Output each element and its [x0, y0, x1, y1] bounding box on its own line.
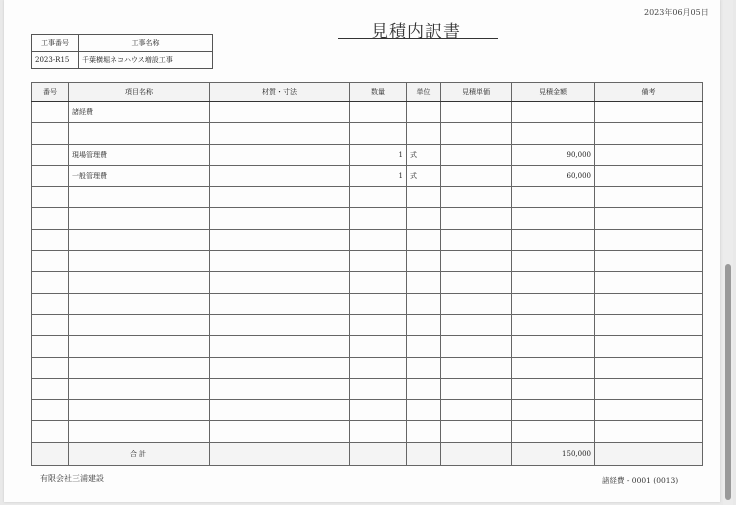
col-unit-price-cell [441, 357, 512, 378]
col-material-cell [210, 293, 350, 314]
table-row [32, 314, 703, 335]
col-item-name-cell [69, 293, 210, 314]
col-remarks-cell [595, 293, 703, 314]
col-number-cell [32, 357, 69, 378]
col-quantity-cell [350, 378, 407, 399]
col-amount-cell [512, 251, 595, 272]
project-name: 千葉横堀ネコハウス増設工事 [79, 52, 213, 69]
col-number-cell [32, 293, 69, 314]
table-row [32, 187, 703, 208]
col-unit-price-header: 見積単価 [441, 83, 512, 102]
col-number-cell [32, 187, 69, 208]
col-remarks-cell [595, 102, 703, 123]
col-quantity-cell [350, 272, 407, 293]
col-remarks-cell [595, 336, 703, 357]
col-unit-cell [407, 251, 441, 272]
col-unit-price-cell [441, 144, 512, 165]
col-item-name-cell [69, 357, 210, 378]
col-quantity-cell [350, 357, 407, 378]
col-material-cell [210, 102, 350, 123]
col-number-cell [32, 251, 69, 272]
col-material-cell [210, 229, 350, 250]
table-row [32, 251, 703, 272]
project-number-label: 工事番号 [32, 35, 79, 52]
table-row [32, 336, 703, 357]
col-unit-cell [407, 208, 441, 229]
col-item-name-cell: 現場管理費 [69, 144, 210, 165]
col-item-name-cell [69, 314, 210, 335]
col-number-cell [32, 123, 69, 144]
col-remarks-cell [595, 123, 703, 144]
col-unit-price-cell [441, 314, 512, 335]
col-number-cell [32, 208, 69, 229]
col-material-cell [210, 187, 350, 208]
col-material-header: 材質・寸法 [210, 83, 350, 102]
col-remarks-header: 備考 [595, 83, 703, 102]
col-amount-cell: 60,000 [512, 165, 595, 186]
col-item-name-cell [69, 229, 210, 250]
col-material-cell [210, 357, 350, 378]
table-body [32, 102, 703, 466]
company-name: 有限会社三浦建設 [40, 474, 104, 483]
table-row [32, 208, 703, 229]
col-amount-cell [512, 272, 595, 293]
col-unit-cell [407, 187, 441, 208]
col-amount-cell [512, 378, 595, 399]
col-unit-price-cell [441, 208, 512, 229]
col-number-total-cell [32, 442, 69, 465]
col-unit-cell [407, 421, 441, 442]
estimate-breakdown-table [31, 82, 703, 466]
col-unit-price-cell [441, 229, 512, 250]
table-row [32, 102, 703, 123]
col-quantity-header: 数量 [350, 83, 407, 102]
col-remarks-cell [595, 229, 703, 250]
col-unit-price-cell [441, 187, 512, 208]
col-unit-cell [407, 229, 441, 250]
col-quantity-cell [350, 293, 407, 314]
col-unit-total-cell [407, 442, 441, 465]
col-unit-price-cell [441, 102, 512, 123]
table-row [32, 165, 703, 186]
col-number-cell [32, 378, 69, 399]
col-material-cell [210, 165, 350, 186]
col-unit-cell [407, 336, 441, 357]
title-underline [338, 38, 498, 39]
table-row [32, 293, 703, 314]
col-amount-cell [512, 400, 595, 421]
col-quantity-cell [350, 229, 407, 250]
vertical-scrollbar[interactable] [723, 0, 733, 505]
col-unit-price-cell [441, 165, 512, 186]
col-remarks-cell [595, 421, 703, 442]
col-remarks-cell [595, 357, 703, 378]
col-remarks-cell [595, 208, 703, 229]
col-material-cell [210, 421, 350, 442]
col-item-name-cell [69, 123, 210, 144]
col-unit-header: 単位 [407, 83, 441, 102]
col-unit-price-total-cell [441, 442, 512, 465]
col-material-cell [210, 251, 350, 272]
col-material-cell [210, 144, 350, 165]
col-number-cell [32, 314, 69, 335]
col-quantity-cell [350, 336, 407, 357]
col-remarks-cell [595, 400, 703, 421]
col-unit-cell [407, 102, 441, 123]
col-material-cell [210, 400, 350, 421]
col-amount-header: 見積金額 [512, 83, 595, 102]
project-name-label: 工事名称 [79, 35, 213, 52]
col-quantity-cell [350, 187, 407, 208]
col-item-name-cell [69, 421, 210, 442]
col-number-cell [32, 229, 69, 250]
table-row [32, 400, 703, 421]
col-material-cell [210, 314, 350, 335]
col-material-cell [210, 208, 350, 229]
col-material-cell [210, 272, 350, 293]
col-quantity-cell [350, 208, 407, 229]
page-reference: 諸経費 - 0001 (0013) [602, 476, 679, 485]
col-amount-cell [512, 421, 595, 442]
col-unit-cell [407, 357, 441, 378]
col-amount-cell [512, 357, 595, 378]
table-row [32, 144, 703, 165]
project-info-table [31, 34, 213, 69]
col-quantity-cell [350, 102, 407, 123]
table-row [32, 272, 703, 293]
total-label: 合計 [69, 442, 210, 465]
col-material-cell [210, 336, 350, 357]
col-item-name-cell [69, 251, 210, 272]
col-quantity-cell [350, 314, 407, 335]
col-remarks-cell [595, 378, 703, 399]
col-item-name-cell: 一般管理費 [69, 165, 210, 186]
col-item-name-cell [69, 187, 210, 208]
col-unit-price-cell [441, 378, 512, 399]
col-quantity-total-cell [350, 442, 407, 465]
col-unit-cell [407, 378, 441, 399]
col-remarks-cell [595, 251, 703, 272]
col-unit-price-cell [441, 336, 512, 357]
document-date: 2023年06月05日 [644, 8, 709, 17]
col-remarks-cell [595, 272, 703, 293]
col-quantity-cell [350, 421, 407, 442]
col-unit-cell [407, 400, 441, 421]
col-material-cell [210, 378, 350, 399]
col-remarks-cell [595, 144, 703, 165]
col-unit-cell: 式 [407, 144, 441, 165]
col-item-name-cell [69, 208, 210, 229]
col-number-cell [32, 421, 69, 442]
col-material-total-cell [210, 442, 350, 465]
col-unit-price-cell [441, 123, 512, 144]
col-quantity-cell: 1 [350, 144, 407, 165]
table-row [32, 229, 703, 250]
col-number-cell [32, 336, 69, 357]
col-amount-cell [512, 314, 595, 335]
col-amount-cell: 90,000 [512, 144, 595, 165]
col-number-cell [32, 400, 69, 421]
col-material-cell [210, 123, 350, 144]
col-amount-cell [512, 336, 595, 357]
table-row [32, 378, 703, 399]
col-amount-cell [512, 102, 595, 123]
table-row [32, 123, 703, 144]
col-quantity-cell [350, 251, 407, 272]
col-remarks-cell [595, 314, 703, 335]
col-amount-cell [512, 208, 595, 229]
table-header-row [32, 83, 703, 102]
col-item-name-cell [69, 378, 210, 399]
col-unit-price-cell [441, 400, 512, 421]
col-number-cell [32, 165, 69, 186]
col-remarks-total-cell [595, 442, 703, 465]
col-number-cell [32, 144, 69, 165]
total-row [32, 442, 703, 465]
col-amount-cell [512, 229, 595, 250]
table-row [32, 421, 703, 442]
col-item-name-cell [69, 272, 210, 293]
col-number-header: 番号 [32, 83, 69, 102]
col-unit-price-cell [441, 421, 512, 442]
col-unit-price-cell [441, 251, 512, 272]
col-remarks-cell [595, 187, 703, 208]
col-unit-price-cell [441, 272, 512, 293]
col-unit-price-cell [441, 293, 512, 314]
col-quantity-cell [350, 400, 407, 421]
table-row [32, 357, 703, 378]
col-item-name-cell: 諸経費 [69, 102, 210, 123]
col-number-cell [32, 102, 69, 123]
document-title: 見積内訳書 [371, 22, 461, 42]
col-unit-cell [407, 314, 441, 335]
col-item-name-cell [69, 336, 210, 357]
scrollbar-thumb[interactable] [725, 264, 731, 500]
col-unit-cell [407, 272, 441, 293]
project-number: 2023-R15 [32, 52, 79, 69]
col-item-name-cell [69, 400, 210, 421]
document-page [4, 0, 720, 502]
col-amount-cell [512, 123, 595, 144]
col-unit-cell [407, 123, 441, 144]
col-quantity-cell [350, 123, 407, 144]
col-quantity-cell: 1 [350, 165, 407, 186]
col-unit-cell: 式 [407, 165, 441, 186]
col-unit-cell [407, 293, 441, 314]
col-amount-cell [512, 187, 595, 208]
col-number-cell [32, 272, 69, 293]
col-remarks-cell [595, 165, 703, 186]
total-amount: 150,000 [512, 442, 595, 465]
col-item-name-header: 項目名称 [69, 83, 210, 102]
col-amount-cell [512, 293, 595, 314]
